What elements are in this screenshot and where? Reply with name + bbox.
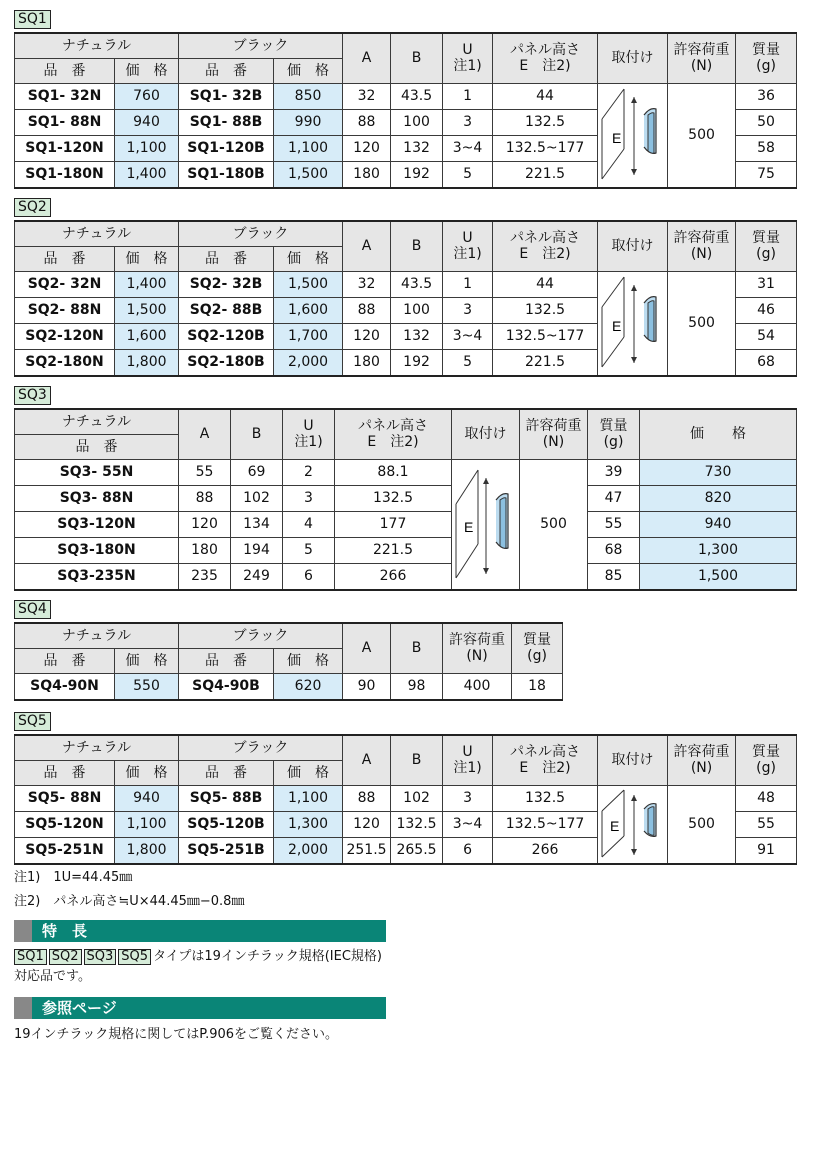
price-black: 2,000 <box>274 349 343 376</box>
part-no-black: SQ2- 32B <box>179 271 274 297</box>
header-mass: 質量 (g) <box>736 33 797 83</box>
panel-height: 221.5 <box>335 537 452 563</box>
features-title: 特 長 <box>42 922 88 940</box>
part-no-natural: SQ2-180N <box>15 349 115 376</box>
header-mass: 質量 (g) <box>588 409 640 459</box>
header-b: B <box>391 33 443 83</box>
dim-b: 265.5 <box>391 837 443 864</box>
header-mass: 質量 (g) <box>512 623 563 673</box>
mass: 18 <box>512 673 563 700</box>
dim-a: 88 <box>179 485 231 511</box>
header-price: 価 格 <box>115 246 179 271</box>
dim-b: 102 <box>231 485 283 511</box>
price-natural: 820 <box>640 485 797 511</box>
header-black: ブラック <box>179 221 343 246</box>
header-part-no: 品 番 <box>179 760 274 785</box>
header-panel-height: パネル高さ E 注2) <box>493 735 598 785</box>
mass: 39 <box>588 459 640 485</box>
header-price: 価 格 <box>115 648 179 673</box>
dim-u: 2 <box>283 459 335 485</box>
footnote-1: 注1) 1U=44.45㎜ <box>14 870 133 885</box>
header-natural: ナチュラル <box>15 409 179 434</box>
dim-u: 5 <box>443 349 493 376</box>
price-natural: 940 <box>115 109 179 135</box>
header-part-no: 品 番 <box>15 760 115 785</box>
dim-b: 132 <box>391 135 443 161</box>
table-row <box>15 459 797 485</box>
dim-b: 100 <box>391 297 443 323</box>
header-b: B <box>231 409 283 459</box>
mass: 75 <box>736 161 797 188</box>
part-no-natural: SQ3- 88N <box>15 485 179 511</box>
mass: 68 <box>588 537 640 563</box>
handle-icon <box>598 787 668 861</box>
header-load: 許容荷重 (N) <box>668 221 736 271</box>
dim-u: 3~4 <box>443 323 493 349</box>
header-b: B <box>391 623 443 673</box>
mass: 36 <box>736 83 797 109</box>
header-u: U 注1) <box>443 221 493 271</box>
dim-a: 180 <box>343 161 391 188</box>
section-label-sq3: SQ3 <box>14 386 51 405</box>
header-part-no: 品 番 <box>15 648 115 673</box>
allowable-load: 500 <box>668 785 736 864</box>
allowable-load: 500 <box>668 83 736 188</box>
dim-b: 43.5 <box>391 83 443 109</box>
handle-icon <box>452 464 520 584</box>
part-no-black: SQ2- 88B <box>179 297 274 323</box>
header-mass: 質量 (g) <box>736 735 797 785</box>
price-natural: 1,300 <box>640 537 797 563</box>
header-part-no: 品 番 <box>179 246 274 271</box>
panel-height: 221.5 <box>493 161 598 188</box>
header-part-no: 品 番 <box>179 58 274 83</box>
dim-a: 180 <box>179 537 231 563</box>
part-no-natural: SQ2- 32N <box>15 271 115 297</box>
part-no-natural: SQ5-251N <box>15 837 115 864</box>
reference-title: 参照ページ <box>42 999 117 1017</box>
mass: 68 <box>736 349 797 376</box>
header-price: 価 格 <box>115 58 179 83</box>
header-price: 価 格 <box>274 58 343 83</box>
panel-height: 221.5 <box>493 349 598 376</box>
price-black: 850 <box>274 83 343 109</box>
price-natural: 1,800 <box>115 349 179 376</box>
price-black: 1,100 <box>274 135 343 161</box>
panel-height: 88.1 <box>335 459 452 485</box>
dim-a: 88 <box>343 785 391 811</box>
price-natural: 940 <box>115 785 179 811</box>
price-black: 620 <box>274 673 343 700</box>
e-label: E <box>612 130 622 146</box>
header-black: ブラック <box>179 33 343 58</box>
dim-b: 43.5 <box>391 271 443 297</box>
reference-text: 19インチラック規格に関してはP.906をご覧ください。 <box>14 1027 339 1042</box>
part-no-black: SQ1-180B <box>179 161 274 188</box>
header-panel-height: パネル高さ E 注2) <box>493 33 598 83</box>
part-no-natural: SQ3-180N <box>15 537 179 563</box>
header-u: U 注1) <box>443 735 493 785</box>
price-black: 1,500 <box>274 271 343 297</box>
mass: 31 <box>736 271 797 297</box>
panel-height: 44 <box>493 271 598 297</box>
panel-height: 132.5 <box>335 485 452 511</box>
mass: 54 <box>736 323 797 349</box>
price-black: 1,700 <box>274 323 343 349</box>
mass: 48 <box>736 785 797 811</box>
mass: 85 <box>588 563 640 590</box>
price-black: 1,500 <box>274 161 343 188</box>
dim-u: 3~4 <box>443 135 493 161</box>
price-natural: 1,600 <box>115 323 179 349</box>
dim-a: 235 <box>179 563 231 590</box>
header-part-no: 品 番 <box>15 58 115 83</box>
header-load: 許容荷重 (N) <box>668 735 736 785</box>
handle-icon <box>598 85 668 185</box>
table-row <box>15 785 797 811</box>
part-no-natural: SQ2-120N <box>15 323 115 349</box>
price-natural: 1,500 <box>640 563 797 590</box>
e-label: E <box>464 519 474 535</box>
header-part-no: 品 番 <box>179 648 274 673</box>
part-no-natural: SQ5-120N <box>15 811 115 837</box>
price-black: 1,600 <box>274 297 343 323</box>
header-natural: ナチュラル <box>15 735 179 760</box>
e-label: E <box>610 818 620 834</box>
price-natural: 550 <box>115 673 179 700</box>
header-part-no: 品 番 <box>15 434 179 459</box>
handle-icon <box>598 273 668 373</box>
dim-u: 3 <box>443 109 493 135</box>
mass: 55 <box>736 811 797 837</box>
part-no-natural: SQ1- 88N <box>15 109 115 135</box>
price-natural: 1,400 <box>115 161 179 188</box>
header-natural: ナチュラル <box>15 623 179 648</box>
dim-b: 100 <box>391 109 443 135</box>
header-black: ブラック <box>179 735 343 760</box>
header-natural: ナチュラル <box>15 221 179 246</box>
part-no-black: SQ1- 32B <box>179 83 274 109</box>
part-no-black: SQ5-251B <box>179 837 274 864</box>
dim-a: 55 <box>179 459 231 485</box>
dim-u: 6 <box>443 837 493 864</box>
spec-table-sq5 <box>14 734 797 865</box>
panel-height: 132.5~177 <box>493 811 598 837</box>
section-label-sq2: SQ2 <box>14 198 51 217</box>
header-b: B <box>391 735 443 785</box>
heading-marker <box>14 920 32 942</box>
dim-a: 120 <box>179 511 231 537</box>
dim-u: 3~4 <box>443 811 493 837</box>
panel-height: 266 <box>493 837 598 864</box>
dim-a: 88 <box>343 297 391 323</box>
handle-diagram <box>452 459 520 590</box>
header-mount: 取付け <box>598 33 668 83</box>
handle-diagram <box>598 271 668 376</box>
price-natural: 940 <box>640 511 797 537</box>
features-line-2: 対応品です。 <box>14 969 91 984</box>
price-black: 990 <box>274 109 343 135</box>
part-no-natural: SQ4-90N <box>15 673 115 700</box>
section-label-sq4: SQ4 <box>14 600 51 619</box>
dim-b: 69 <box>231 459 283 485</box>
part-no-black: SQ4-90B <box>179 673 274 700</box>
price-natural: 760 <box>115 83 179 109</box>
price-natural: 1,100 <box>115 135 179 161</box>
reference-heading <box>14 997 386 1019</box>
part-no-black: SQ2-180B <box>179 349 274 376</box>
table-row <box>15 673 563 700</box>
header-load: 許容荷重 (N) <box>443 623 512 673</box>
part-no-black: SQ2-120B <box>179 323 274 349</box>
heading-marker <box>14 997 32 1019</box>
panel-height: 132.5 <box>493 297 598 323</box>
part-no-black: SQ1- 88B <box>179 109 274 135</box>
dim-u: 3 <box>443 785 493 811</box>
header-mass: 質量 (g) <box>736 221 797 271</box>
header-u: U 注1) <box>283 409 335 459</box>
dim-a: 120 <box>343 323 391 349</box>
table-row <box>15 563 797 590</box>
header-mount: 取付け <box>452 409 520 459</box>
dim-b: 249 <box>231 563 283 590</box>
panel-height: 177 <box>335 511 452 537</box>
header-a: A <box>343 623 391 673</box>
panel-height: 132.5 <box>493 109 598 135</box>
part-no-natural: SQ1- 32N <box>15 83 115 109</box>
part-no-natural: SQ1-120N <box>15 135 115 161</box>
dim-b: 132 <box>391 323 443 349</box>
mass: 58 <box>736 135 797 161</box>
handle-diagram <box>598 785 668 864</box>
dim-b: 132.5 <box>391 811 443 837</box>
part-no-natural: SQ2- 88N <box>15 297 115 323</box>
price-black: 1,300 <box>274 811 343 837</box>
table-row <box>15 83 797 109</box>
mass: 55 <box>588 511 640 537</box>
dim-u: 3 <box>283 485 335 511</box>
features-text <box>14 947 382 987</box>
header-price: 価 格 <box>115 760 179 785</box>
part-no-black: SQ5-120B <box>179 811 274 837</box>
dim-a: 32 <box>343 271 391 297</box>
dim-u: 4 <box>283 511 335 537</box>
features-line-1: タイプは19インチラック規格(IEC規格) <box>153 949 382 964</box>
header-panel-height: パネル高さ E 注2) <box>493 221 598 271</box>
part-no-black: SQ1-120B <box>179 135 274 161</box>
part-no-natural: SQ1-180N <box>15 161 115 188</box>
price-black: 1,100 <box>274 785 343 811</box>
allowable-load: 500 <box>520 459 588 590</box>
header-part-no: 品 番 <box>15 246 115 271</box>
dim-u: 5 <box>283 537 335 563</box>
header-b: B <box>391 221 443 271</box>
header-price: 価 格 <box>274 246 343 271</box>
section-label-sq5: SQ5 <box>14 712 51 731</box>
header-load: 許容荷重 (N) <box>668 33 736 83</box>
header-u: U 注1) <box>443 33 493 83</box>
dim-b: 98 <box>391 673 443 700</box>
footnote-2: 注2) パネル高さ≒U×44.45㎜−0.8㎜ <box>14 894 245 909</box>
dim-b: 192 <box>391 349 443 376</box>
price-natural: 1,100 <box>115 811 179 837</box>
mass: 46 <box>736 297 797 323</box>
dim-b: 194 <box>231 537 283 563</box>
tag-sq5: SQ5 <box>118 949 151 965</box>
panel-height: 132.5~177 <box>493 135 598 161</box>
tag-sq1: SQ1 <box>14 949 47 965</box>
part-no-natural: SQ3-120N <box>15 511 179 537</box>
part-no-natural: SQ3-235N <box>15 563 179 590</box>
allowable-load: 500 <box>668 271 736 376</box>
table-row <box>15 271 797 297</box>
mass: 91 <box>736 837 797 864</box>
dim-u: 6 <box>283 563 335 590</box>
header-load: 許容荷重 (N) <box>520 409 588 459</box>
dim-u: 3 <box>443 297 493 323</box>
dim-a: 120 <box>343 135 391 161</box>
header-a: A <box>343 221 391 271</box>
panel-height: 132.5~177 <box>493 323 598 349</box>
panel-height: 132.5 <box>493 785 598 811</box>
price-natural: 1,500 <box>115 297 179 323</box>
dim-a: 90 <box>343 673 391 700</box>
mass: 47 <box>588 485 640 511</box>
panel-height: 44 <box>493 83 598 109</box>
price-natural: 1,400 <box>115 271 179 297</box>
e-label: E <box>612 318 622 334</box>
tag-sq3: SQ3 <box>84 949 117 965</box>
header-a: A <box>343 735 391 785</box>
header-panel-height: パネル高さ E 注2) <box>335 409 452 459</box>
dim-u: 5 <box>443 161 493 188</box>
panel-height: 266 <box>335 563 452 590</box>
price-natural: 1,800 <box>115 837 179 864</box>
header-price: 価 格 <box>640 409 797 459</box>
dim-a: 88 <box>343 109 391 135</box>
dim-a: 251.5 <box>343 837 391 864</box>
header-price: 価 格 <box>274 760 343 785</box>
header-a: A <box>179 409 231 459</box>
dim-b: 134 <box>231 511 283 537</box>
spec-table-sq2 <box>14 220 797 377</box>
header-a: A <box>343 33 391 83</box>
header-price: 価 格 <box>274 648 343 673</box>
features-heading <box>14 920 386 942</box>
table-row <box>15 537 797 563</box>
header-mount: 取付け <box>598 735 668 785</box>
handle-diagram <box>598 83 668 188</box>
mass: 50 <box>736 109 797 135</box>
dim-b: 102 <box>391 785 443 811</box>
table-row <box>15 485 797 511</box>
part-no-natural: SQ3- 55N <box>15 459 179 485</box>
price-black: 2,000 <box>274 837 343 864</box>
dim-b: 192 <box>391 161 443 188</box>
header-black: ブラック <box>179 623 343 648</box>
spec-table-sq1 <box>14 32 797 189</box>
spec-table-sq3 <box>14 408 797 591</box>
part-no-black: SQ5- 88B <box>179 785 274 811</box>
section-label-sq1: SQ1 <box>14 10 51 29</box>
dim-u: 1 <box>443 83 493 109</box>
dim-u: 1 <box>443 271 493 297</box>
tag-sq2: SQ2 <box>49 949 82 965</box>
table-row <box>15 511 797 537</box>
spec-table-sq4 <box>14 622 563 701</box>
allowable-load: 400 <box>443 673 512 700</box>
part-no-natural: SQ5- 88N <box>15 785 115 811</box>
price-natural: 730 <box>640 459 797 485</box>
dim-a: 180 <box>343 349 391 376</box>
header-natural: ナチュラル <box>15 33 179 58</box>
dim-a: 120 <box>343 811 391 837</box>
dim-a: 32 <box>343 83 391 109</box>
header-mount: 取付け <box>598 221 668 271</box>
